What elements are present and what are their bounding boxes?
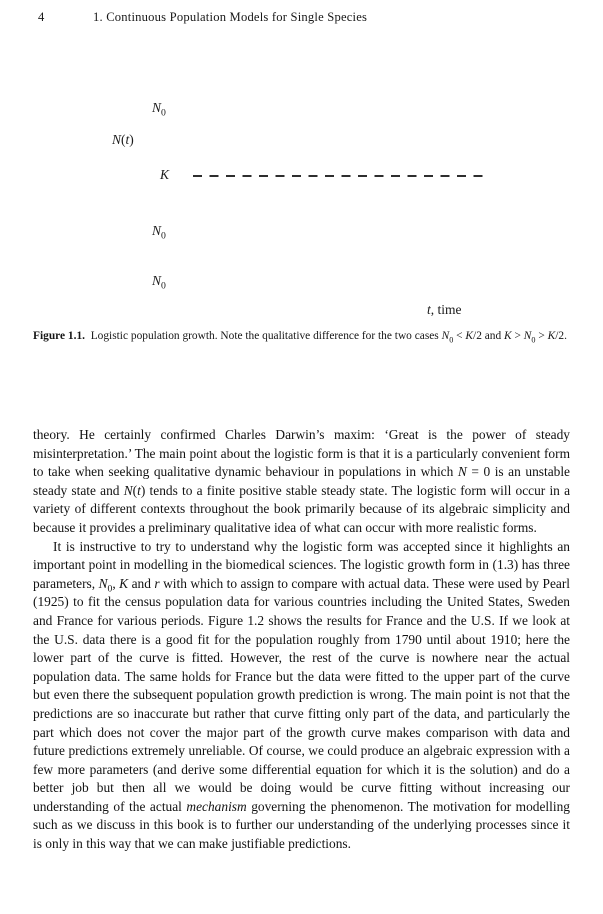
x-axis-label-time: t, time bbox=[427, 302, 462, 317]
running-header-title: 1. Continuous Population Models for Single Species bbox=[93, 10, 368, 24]
carrying-capacity-dashed-line bbox=[193, 175, 490, 177]
figure-1-1-plot bbox=[0, 0, 603, 325]
body-text bbox=[33, 426, 570, 854]
label-n0-lower-curve: $N_0$ bbox=[152, 273, 166, 292]
page-number: 4 bbox=[38, 10, 45, 24]
label-carrying-capacity-k: K bbox=[160, 167, 170, 182]
paragraph-continuation: theory. He certainly confirmed Charles Darwin’s maxim: ‘Great is the power of steady misinterpretation.’ The main point about the logistic form is that it is a particularly convenient form to take when seeking qualitative dynamic behaviour in populations in which N = 0 is an unstable steady state and N(t) tends to a finite positive stable steady state. The logistic form will occur in a variety of different contexts throughout the book primarily because of its algebraic simplicity and because it provides a preliminary qualitative idea of what can occur with more realistic forms. bbox=[33, 427, 571, 535]
label-n0-upper-curve: $N_0$ bbox=[152, 100, 166, 119]
y-axis-label-nt: N(t) bbox=[112, 132, 134, 147]
paragraph-logistic-fit: It is instructive to try to understand why the logistic form was accepted since it highlights an important point in modelling in the biomedical sciences. The logistic growth form in (1.3) has three parameters, $N_0$, K and r with which to assign to compare with actual data. These were used by Pearl (1925) to fit the census population data for various countries including the United States, Sweden and France for various periods. Figure 1.2 shows the results for France and the U.S. If we look at the U.S. data there is a good fit for the population roughly from 1790 until about 1910; here the lower part of the curve is fitted. However, the rest of the curve is nowhere near the actual population data. The same holds for France but the data were fitted to the upper part of the curve but even there the subsequent population growth prediction is wrong. The main point is not that the predictions are so inaccurate but rather that curve fitting only part of the data, and particularly the part which does not cover the major part of the growth curve makes comparison with data and future predictions extremely unreliable. Of course, we could produce an algebraic expression with a few more parameters (and derive some differential equation for which it is the solution) and do a better job but then all we would be doing would be curve fitting without increasing our understanding of the actual mechanism governing the phenomenon. The motivation for modelling such as we discuss in this book is to further our understanding of the underlying processes since it is only in this way that we can make justifiable predictions. bbox=[33, 538, 571, 852]
figure-caption: Figure 1.1. Logistic population growth. Note the qualitative difference for the two cases $N_0 < K/2$ and $K > N_0 > K/2$. bbox=[33, 330, 567, 345]
label-n0-middle-curve: $N_0$ bbox=[152, 223, 166, 242]
